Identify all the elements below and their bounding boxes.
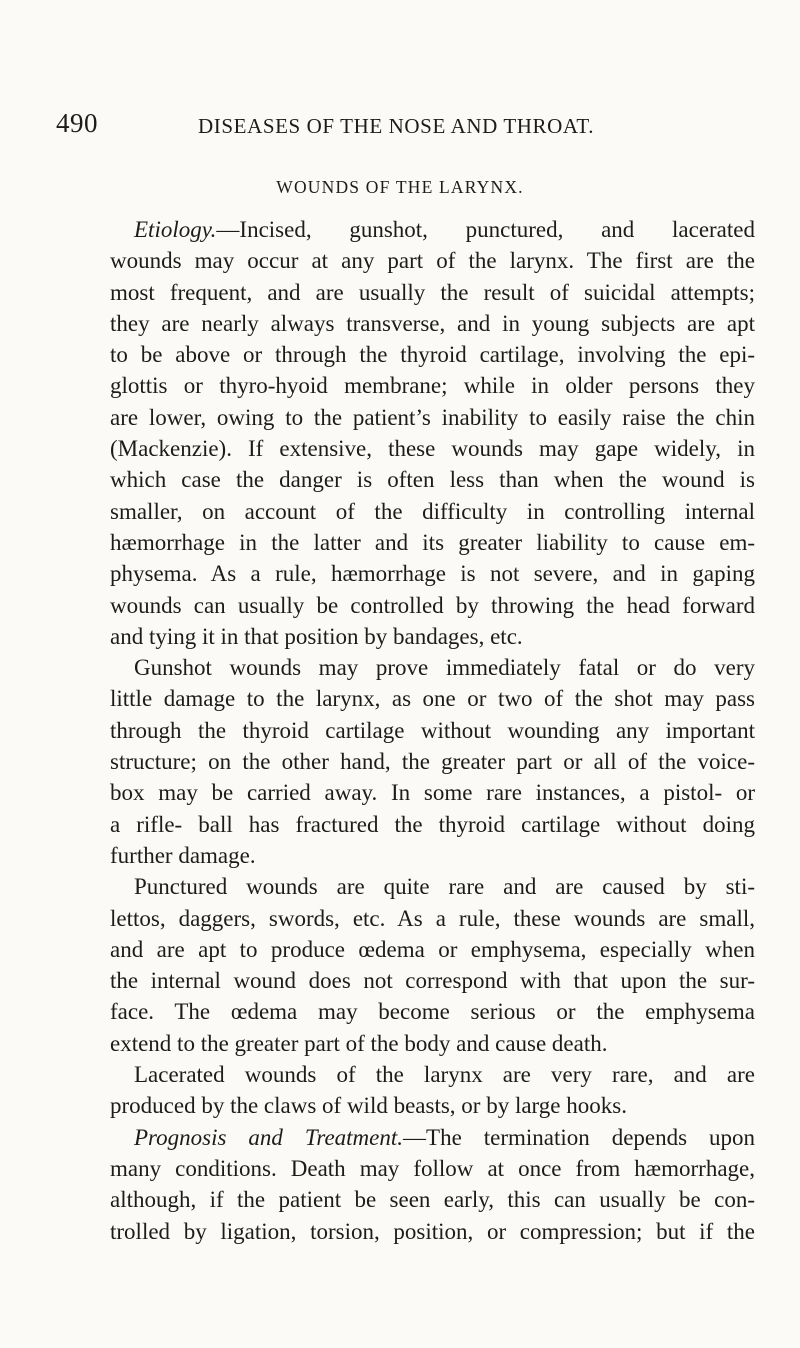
- text-line: structure; on the other hand, the greater part or all of the voice-: [110, 749, 755, 775]
- section-heading: WOUNDS OF THE LARYNX.: [276, 177, 524, 197]
- text-line: physema. As a rule, hæmorrhage is not severe, and in gaping: [110, 561, 755, 587]
- text-line: they are nearly always transverse, and in young subjects are apt: [110, 310, 755, 336]
- text-line: Punctured wounds are quite rare and are caused by sti-: [134, 874, 755, 900]
- page-number: 490: [56, 108, 98, 138]
- text-line: Lacerated wounds of the larynx are very rare, and are: [134, 1062, 755, 1088]
- running-title: DISEASES OF THE NOSE AND THROAT.: [198, 114, 595, 138]
- text-line: a rifle- ball has fractured the thyroid cartilage without doing: [110, 811, 755, 837]
- italic-run-heading: Prognosis and Treatment.: [134, 1124, 404, 1150]
- text-line: through the thyroid cartilage without wounding any important: [110, 717, 755, 743]
- text-line: further damage.: [110, 842, 256, 868]
- text-line: smaller, on account of the difficulty in controlling internal: [110, 498, 755, 524]
- text-line: wounds can usually be controlled by throwing the head forward: [110, 592, 755, 618]
- text-line: most frequent, and are usually the result of suicidal attempts;: [110, 279, 755, 305]
- text-line: and are apt to produce œdema or emphysema, especially when: [110, 936, 755, 962]
- text-line: which case the danger is often less than when the wound is: [110, 467, 755, 493]
- text-line: little damage to the larynx, as one or two of the shot may pass: [110, 686, 755, 712]
- text-line: (Mackenzie). If extensive, these wounds may gape widely, in: [110, 436, 755, 462]
- text-line: face. The œdema may become serious or the emphysema: [110, 999, 755, 1025]
- text-line: to be above or through the thyroid cartilage, involving the epi-: [110, 342, 755, 368]
- text-line: and tying it in that position by bandages, etc.: [110, 623, 523, 649]
- body-text: [110, 214, 755, 1247]
- text-line: many conditions. Death may follow at once from hæmorrhage,: [110, 1155, 755, 1181]
- text-line: are lower, owing to the patient’s inability to easily raise the chin: [110, 404, 755, 430]
- text-line: the internal wound does not correspond with that upon the sur-: [110, 968, 755, 994]
- text-line: trolled by ligation, torsion, position, or compression; but if the: [110, 1218, 755, 1244]
- text-line: produced by the claws of wild beasts, or by large hooks.: [110, 1093, 627, 1119]
- running-head: [56, 108, 746, 148]
- text-line: box may be carried away. In some rare instances, a pistol- or: [110, 780, 755, 806]
- text-line: lettos, daggers, swords, etc. As a rule, these wounds are small,: [110, 905, 755, 931]
- text-line: extend to the greater part of the body and cause death.: [110, 1030, 608, 1056]
- text-line: glottis or thyro-hyoid membrane; while in older persons they: [110, 373, 755, 399]
- text-line: [110, 214, 755, 245]
- text-line: wounds may occur at any part of the larynx. The first are the: [110, 248, 755, 274]
- text-run: —Incised, gunshot, punctured, and lacerated: [216, 217, 755, 242]
- text-line: although, if the patient be seen early, this can usually be con-: [110, 1187, 755, 1213]
- text-line: [110, 1122, 755, 1153]
- text-run: —The termination depends upon: [403, 1124, 755, 1150]
- italic-run-heading: Etiology.: [134, 217, 217, 242]
- text-line: hæmorrhage in the latter and its greater liability to cause em-: [110, 529, 755, 555]
- text-line: Gunshot wounds may prove immediately fatal or do very: [134, 655, 755, 681]
